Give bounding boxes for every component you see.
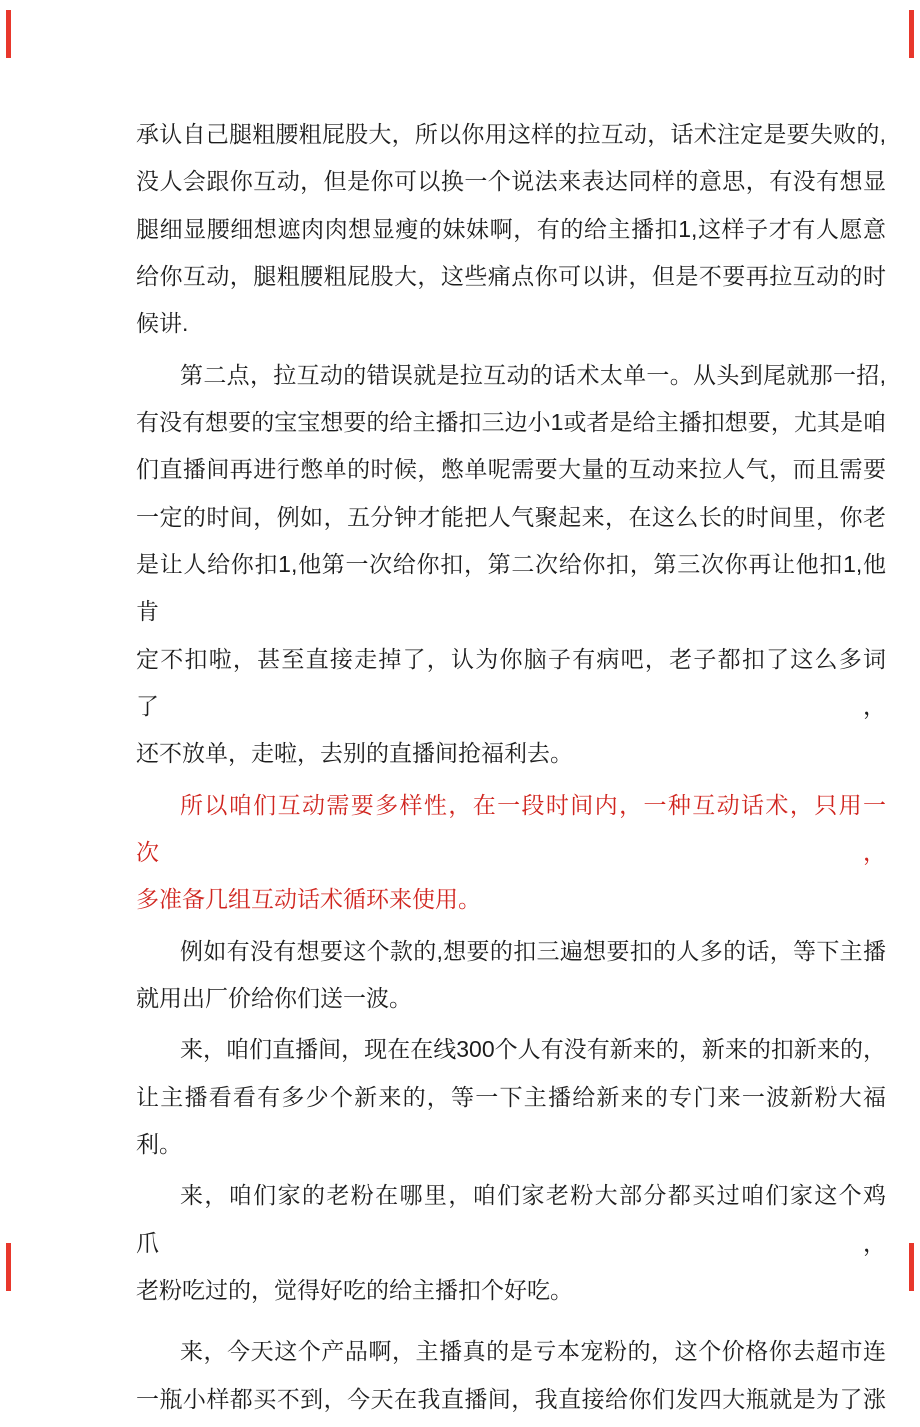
text-line: 一定的时间，例如，五分钟才能把人气聚起来，在这么长的时间里，你老: [136, 503, 886, 530]
text-line: 们直播间再进行憋单的时候，憋单呢需要大量的互动来拉人气，而且需要: [136, 456, 886, 483]
text-line: 没人会跟你互动，但是你可以换一个说法来表达同样的意思，有没有想显: [136, 168, 886, 195]
text-line: 给你互动，腿粗腰粗屁股大，这些痛点你可以讲，但是不要再拉互动的时: [136, 262, 886, 289]
text-line: 就用出厂价给你们送一波。: [136, 984, 412, 1011]
paragraph-2: [136, 352, 886, 778]
text-line: 是让人给你扣1,他第一次给你扣，第二次给你扣，第三次你再让他扣1,他肯: [136, 550, 886, 625]
text-line: 一瓶小样都买不到，今天在我直播间，我直接给你们发四大瓶就是为了涨: [136, 1385, 886, 1412]
text-line: 定不扣啦，甚至直接走掉了，认为你脑子有病吧，老子都扣了这么多词了，: [136, 645, 886, 719]
text-line: 所以咱们互动需要多样性，在一段时间内，一种互动话术，只用一次，: [136, 791, 886, 865]
text-line: 第二点，拉互动的错误就是拉互动的话术太单一。从头到尾就那一招,: [180, 361, 886, 388]
text-line: 腿细显腰细想遮肉肉想显瘦的妹妹啊，有的给主播扣1,这样子才有人愿意: [136, 215, 886, 242]
text-line: 老粉吃过的，觉得好吃的给主播扣个好吃。: [136, 1276, 573, 1303]
text-line: 来，今天这个产品啊，主播真的是亏本宠粉的，这个价格你去超市连: [180, 1338, 886, 1365]
paragraph-7: [136, 1328, 886, 1423]
paragraph-3-highlighted: [136, 782, 886, 924]
page-edge-mark-top-left: [6, 10, 11, 58]
text-line: 让主播看看有多少个新来的，等一下主播给新来的专门来一波新粉大福利。: [136, 1083, 886, 1157]
document-body: [136, 111, 886, 1427]
paragraph-5: [136, 1026, 886, 1168]
text-line: 来，咱们家的老粉在哪里，咱们家老粉大部分都买过咱们家这个鸡爪，: [136, 1182, 886, 1256]
page-edge-mark-top-right: [909, 10, 914, 58]
paragraph-4: [136, 928, 886, 1023]
paragraph-6: [136, 1172, 886, 1314]
text-line: 例如有没有想要这个款的,想要的扣三遍想要扣的人多的话，等下主播: [180, 937, 886, 964]
text-line: 候讲.: [136, 310, 189, 337]
page-edge-mark-bottom-left: [6, 1243, 11, 1291]
paragraph-1: [136, 111, 886, 348]
text-line: 还不放单，走啦，去别的直播间抢福利去。: [136, 740, 573, 767]
text-line: 有没有想要的宝宝想要的给主播扣三边小1或者是给主播扣想要，尤其是咱: [136, 408, 886, 435]
text-line: 多准备几组互动话术循环来使用。: [136, 886, 481, 913]
text-line: 承认自己腿粗腰粗屁股大，所以你用这样的拉互动，话术注定是要失败的,: [136, 121, 886, 147]
page-edge-mark-bottom-right: [909, 1243, 914, 1291]
text-line: 来，咱们直播间，现在在线300个人有没有新来的，新来的扣新来的，: [180, 1036, 886, 1063]
